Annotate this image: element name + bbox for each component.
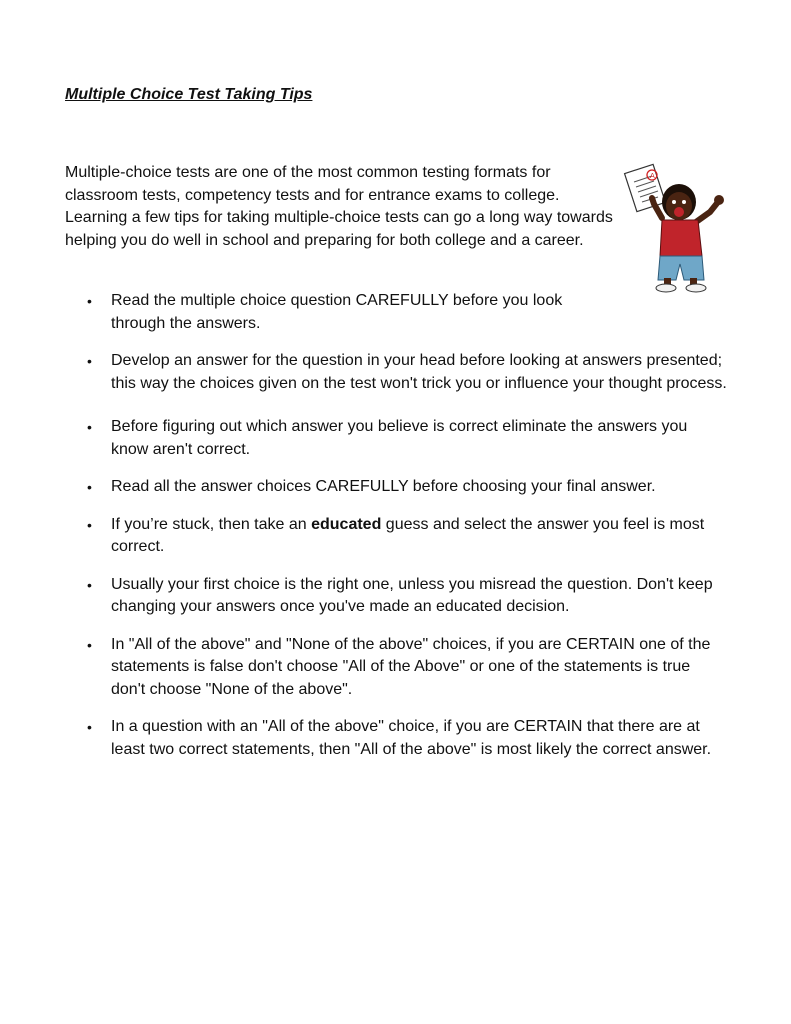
- bullet: •: [87, 576, 92, 593]
- tip-text: Before figuring out which answer you believe is correct eliminate the answers you know aren't correct.: [111, 418, 688, 458]
- list-item: [87, 514, 727, 559]
- bullet: •: [87, 719, 92, 735]
- tip-text-before: If you’re stuck, then take an: [111, 515, 312, 533]
- list-item: [87, 634, 727, 702]
- tip-text: In "All of the above" and "None of the above" choices, if you are CERTAIN one of the statements is false don't choose "All of the Above" or one of the statements is true don't choose "None of the above".: [111, 635, 711, 698]
- cheering-student-illustration: [622, 160, 732, 295]
- tip-text: Read all the answer choices CAREFULLY before choosing your final answer.: [111, 478, 656, 495]
- tip-text: Develop an answer for the question in your head before looking at answers presented; this way the choices given on the test won't trick you or influence your thought process.: [111, 352, 727, 392]
- tip-text-after: guess and select the answer you feel is most correct.: [111, 515, 705, 555]
- tip-text: Usually your first choice is the right one, unless you misread the question. Don't keep changing your answers once you've made an educated decision.: [111, 575, 713, 615]
- bullet: •: [87, 479, 92, 495]
- tip-text-emphasis: educated: [311, 515, 382, 533]
- list-item: [87, 350, 727, 395]
- list-item: [87, 476, 727, 499]
- list-item: [87, 574, 727, 619]
- bullet: •: [87, 419, 92, 435]
- list-item: [87, 290, 581, 335]
- intro-paragraph: Multiple-choice tests are one of the most common testing formats for classroom tests, competency tests and for entrance exams to college. Learning a few tips for taking multiple-choice tests can go a long way towards helping you do well in school and preparing for both college and a career.: [65, 164, 613, 249]
- bullet: •: [87, 353, 92, 369]
- tip-text: In a question with an "All of the above" choice, if you are CERTAIN that there are at least two correct statements, then "All of the above" is most likely the correct answer.: [111, 718, 712, 758]
- list-item: [87, 716, 727, 761]
- tips-list: [87, 290, 727, 761]
- bullet: •: [87, 293, 92, 309]
- bullet: •: [87, 516, 92, 533]
- tip-text: Read the multiple choice question CAREFULLY before you look through the answers.: [111, 292, 563, 332]
- list-item: [87, 416, 727, 461]
- grade-mark: A: [650, 172, 655, 180]
- test-paper-icon: [625, 164, 666, 211]
- bullet: •: [87, 636, 92, 653]
- page-title: Multiple Choice Test Taking Tips: [65, 86, 313, 103]
